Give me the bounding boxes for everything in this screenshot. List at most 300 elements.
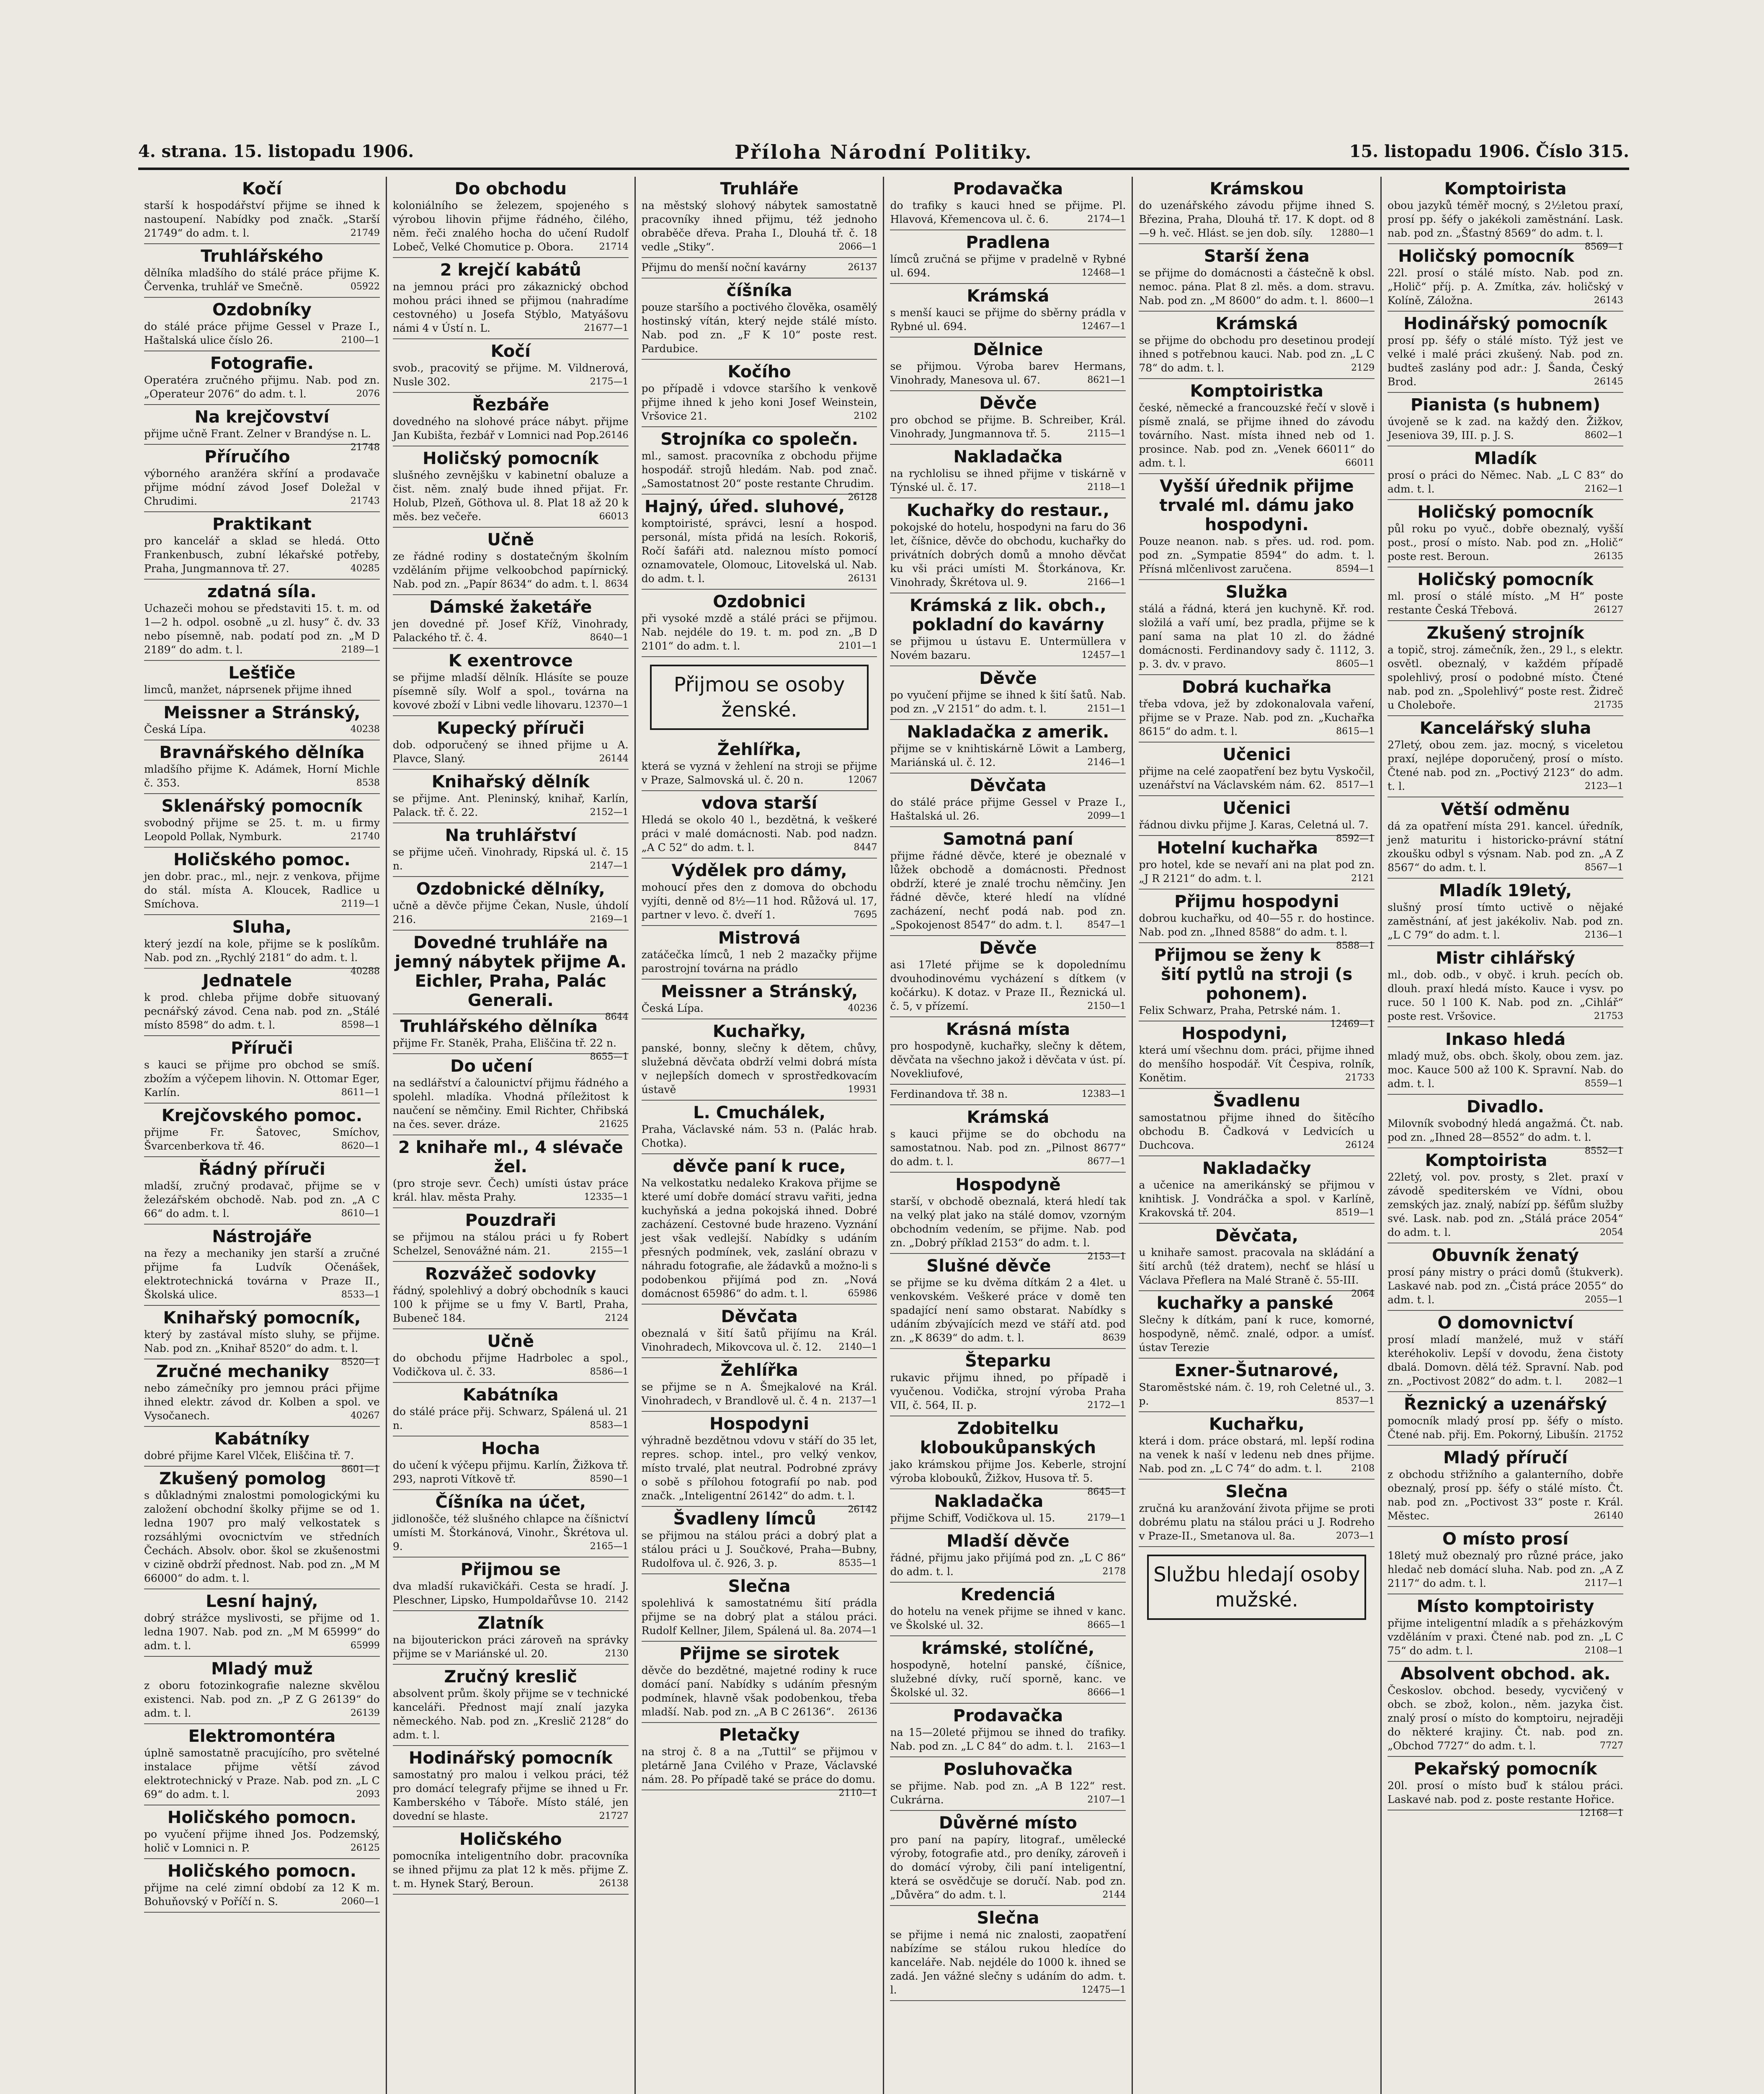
ad-code: 26127: [1594, 605, 1623, 615]
ad-title: Exner-Šutnarové,: [1174, 1361, 1339, 1380]
ad-title: Slečna: [728, 1577, 791, 1596]
classified-ad: [1387, 1311, 1623, 1392]
classified-ad: [1139, 244, 1375, 312]
ad-code: 2108: [1351, 1463, 1375, 1474]
ad-title: Děvče: [979, 939, 1037, 958]
ad-title: Číšníka na účet,: [435, 1493, 586, 1512]
classified-ad: [1139, 743, 1375, 796]
classified-ad: [890, 1254, 1126, 1349]
ad-code: 40236: [848, 1003, 877, 1013]
ad-text: [1387, 1684, 1623, 1753]
ad-body: samostatnou přijme ihned do šitěcího obchodu B. Čadková v Ledvicích u Duchcova.: [1139, 1111, 1375, 1151]
ad-code: 8677—1: [1087, 1156, 1126, 1167]
ad-body: dobré přijme Karel Vlček, Eliščina tř. 7.: [144, 1449, 354, 1462]
classified-ad: [144, 1589, 380, 1657]
ad-text: [1139, 697, 1375, 738]
ad-text: [890, 1087, 1126, 1101]
ad-text: [144, 990, 380, 1032]
ad-body: 27letý, obou zem. jaz. mocný, s viceletou praxí, nejlépe doporučený, prosí o místo. Čtené nab. pod zn. „Poctivý 2123“ do adm. t. l.: [1387, 739, 1623, 792]
classified-ad: [392, 1014, 629, 1062]
ad-code: 8666—1: [1087, 1687, 1126, 1698]
classified-ad: [642, 980, 877, 1019]
ad-text: [1139, 1501, 1375, 1543]
ad-body: úplně samostatně pracujícího, pro světelné instalace přijme větší závod elektrotechnický v Praze. Nab. pod zn. „L C 69“ do adm. t. l.: [144, 1747, 380, 1800]
ad-body: přijme na celé zaopatření bez bytu Vyskočil, uzenářství na Václavském nám. 62.: [1139, 765, 1375, 791]
ad-title: Sklenářský pomocník: [161, 797, 363, 816]
classified-ad: [144, 1805, 380, 1859]
ad-body: absolvent prům. školy přijme se v technické kanceláři. Přednost mají znalí jazyka německého. Nab. pod zn. „Kreslič 2128“ do adm. t. l.: [392, 1687, 629, 1741]
ad-body: asi 17leté přijme se k dopolednímu dvouhodinovému vycházení s dítkem (v kočárku). K dotaz. v Praze II., Řeznická ul. č. 5, v přízemí.: [890, 959, 1126, 1012]
ad-text: [890, 1511, 1126, 1525]
ad-code: 2066—1: [838, 242, 877, 252]
ad-body: přijme řádné děvče, které je obeznalé v lůžek obchodě a domácnosti. Přednost obdrží, které je znalé trochu němčiny. Jen řádné děvče, které hledí na vlídné zacházení, nechť podá nab. pod zn. „Spokojenost 8547“ do adm. t. l.: [890, 850, 1126, 931]
classified-ad: [144, 177, 380, 244]
ad-body: do uzenářského závodu přijme ihned S. Březina, Praha, Dlouhá tř. 17. K dopt. od 8—9 h. več. Hlást. se jen dob. síly.: [1139, 199, 1375, 239]
ad-title: Strojníka co společn.: [660, 430, 858, 449]
ad-text: [144, 762, 380, 790]
ad-title: krámské, stolíčné,: [921, 1639, 1095, 1658]
classified-ad: [890, 1811, 1126, 1906]
ad-body: Českoslov. obchod. besedy, vycvičený v obch. se zbož, kolon., něm. jazyka čist. znalý prosí o místo do komptoiru, nejraději do některé krajiny. Čt. nab. pod zn. „Obchod 7727“ do adm. t. l.: [1387, 1684, 1623, 1752]
ad-code: 2140—1: [838, 1342, 877, 1352]
ad-body: svob., pracovitý se přijme. M. Vildnerová, Nusle 302.: [392, 362, 629, 388]
ad-body: děvče do bezdětné, majetné rodiny k ruce domácí paní. Nabídky s udáním přesným podmínek, hlavně však podobenkou, třeba mladší. Nab. pod zn. „A B C 26136“.: [641, 1664, 877, 1718]
ad-code: 12457—1: [1081, 650, 1126, 660]
classified-ad: [393, 770, 629, 823]
ad-body: na jemnou práci pro zákaznický obchod mohou práci ihned se přijmou (nahradíme cestovného) u Josefa Stýblo, Matyášovu námi 4 v Ústí n. L.: [392, 281, 629, 334]
ad-code: 2102: [854, 411, 877, 421]
ad-body: koloniálního se železem, spojeného s výrobou lihovin přijme řádného, čilého, něm. řeči znalého hocha do učení Rudolf Lobeč, Velké Chomutice p. Obora.: [392, 199, 629, 253]
ad-title: Holičského pomocn.: [167, 1808, 356, 1827]
ad-code: 2178: [1102, 1566, 1126, 1577]
classified-ad: [890, 774, 1126, 827]
ad-text: [144, 266, 380, 294]
ad-text: [144, 722, 380, 736]
ad-text: [1387, 589, 1623, 617]
ad-code: 8552—1: [1584, 1146, 1623, 1156]
ad-text: [1139, 858, 1375, 885]
ad-text: [1387, 1170, 1623, 1239]
ad-text: [393, 1849, 629, 1890]
ad-text: [392, 1036, 629, 1062]
ad-text: [890, 1658, 1126, 1699]
classified-ad: [393, 1665, 629, 1746]
ad-body: řádný, spolehlivý a dobrý obchodník s kauci 100 k přijme se u fmy V. Bartl, Praha, Bubeneč 184.: [392, 1284, 629, 1324]
ad-body: dobrý strážce myslivosti, se přijme od 1. ledna 1907. Nab. pod zn. „M M 65999“ do adm. t. l.: [144, 1612, 380, 1652]
ad-code: 8621—1: [1087, 375, 1126, 385]
ad-title: zdatná síla.: [207, 582, 317, 601]
classified-ad: [1139, 1480, 1375, 1547]
ad-title: Holičský pomocník: [1417, 503, 1594, 522]
classified-ad: [393, 1262, 629, 1329]
ad-title: Holičský pomocník: [1398, 247, 1574, 266]
ad-code: 2163—1: [1087, 1741, 1126, 1751]
ad-column: [1382, 177, 1629, 2094]
ad-body: jen dovedné př. Josef Kříž, Vinohrady, Palackého tř. č. 4.: [392, 618, 629, 644]
ad-body: (pro stroje sevr. Čech) umísti ústav práce král. hlav. města Prahy.: [392, 1177, 629, 1203]
ad-text: [144, 816, 380, 843]
ad-code: 26138: [599, 1878, 629, 1889]
ad-code: 21740: [350, 831, 380, 842]
ad-code: 2162—1: [1584, 484, 1623, 494]
ad-code: 2073—1: [1336, 1531, 1375, 1541]
classified-ad: [642, 495, 877, 590]
classified-ad: [1139, 580, 1375, 675]
ad-body: a topič, stroj. zámečník, žen., 29 l., s elektr. osvětl. obeznalý, v každém případě spolehlivý, prosí o podobné místo. Čtené nab. pod zn. „Spolehlivý“ poste rest. Židreč u Choleboře.: [1387, 644, 1623, 711]
ad-title: Hotelní kuchařka: [1157, 838, 1318, 858]
ad-body: z obchodu střižního a galanterního, dobře obeznalý, prosí pp. šéfy o stálé místo. Čt. nab. pod zn. „Poctivost 33“ poste r. Král. Městec.: [1387, 1468, 1623, 1522]
ad-body: se přijme do obchodu pro desetinou prodejí ihned s potřebnou kauci. Nab. pod zn. „L C 78“ do adm. t. l.: [1139, 334, 1375, 374]
ad-body: přijme Schiff, Vodičkova ul. 15.: [890, 1512, 1055, 1524]
ad-code: 2175—1: [590, 377, 629, 387]
ad-title: Pianista (s hubnem): [1410, 395, 1601, 415]
ad-code: 05922: [350, 281, 380, 292]
ad-title: Přijmou se ženy k šití pytlů na stroji (s pohonem).: [1154, 946, 1353, 1003]
classified-ad: [890, 827, 1126, 936]
ad-text: [641, 1434, 877, 1515]
classified-ad: [1387, 244, 1623, 312]
ad-body: prosí pány mistry o práci domů (štukverk). Laskavé nab. pod zn. „Čistá práce 2055“ do adm. t. l.: [1387, 1266, 1623, 1306]
ad-code: 8519—1: [1336, 1207, 1375, 1218]
ad-text: [1387, 1049, 1623, 1091]
ad-title: Lešťiče: [228, 663, 296, 683]
ad-text: [144, 1381, 380, 1423]
ad-text: [144, 427, 380, 453]
ad-body: 22letý, vol. pov. prosty, s 2let. praxí v závodě spediterském ve Vídni, obou zemských jaz. znalý, nabízí pp. šéfům služby své. Lask. nab. pod zn. „Stálá práce 2054“ do adm. t. l.: [1387, 1171, 1623, 1238]
ad-title: Holičského pomocn.: [167, 1862, 356, 1881]
ad-text: [890, 688, 1126, 716]
section-title-women: Přijmou se osoby ženské.: [650, 665, 869, 730]
ad-body: na stroj č. 8 a na „Tuttil“ se přijmou v pletárně Jana Cvilého v Praze, Václavské nám. 28. Po případě také se práce do domu.: [641, 1746, 877, 1785]
ad-text: [642, 1380, 877, 1408]
classified-ad: [641, 1412, 877, 1515]
ad-text: [642, 260, 877, 274]
classified-ad: [144, 580, 380, 661]
classified-ad: [144, 244, 380, 298]
ad-text: [393, 468, 629, 524]
ad-text: [1387, 1265, 1623, 1307]
ad-text: [642, 199, 877, 254]
ad-title: Bravnářského dělníka: [159, 743, 365, 762]
classified-ad: [393, 1329, 629, 1383]
classified-ad: [144, 1427, 380, 1475]
classified-ad: [1387, 312, 1623, 393]
classified-ad: [641, 427, 877, 503]
ad-text: [393, 1351, 629, 1379]
ad-text: [1139, 764, 1375, 792]
ad-title: Dámské žaketáře: [429, 598, 592, 617]
classified-ad: [890, 936, 1126, 1017]
ad-code: 8620—1: [341, 1141, 380, 1151]
ad-code: 2172—1: [1087, 1400, 1126, 1411]
ad-text: [144, 1679, 380, 1720]
ad-text: [1139, 1434, 1375, 1475]
ad-text: [393, 792, 629, 819]
ad-code: 21735: [1594, 700, 1623, 710]
ad-code: 21743: [350, 496, 380, 506]
classified-ad: [144, 405, 380, 453]
ad-text: [1387, 1333, 1623, 1388]
publication-title: Příloha Národní Politiky.: [735, 141, 1033, 163]
ad-code: 2074—1: [838, 1625, 877, 1636]
ad-text: [1387, 1117, 1623, 1156]
ad-code: 2166—1: [1087, 577, 1126, 588]
ad-body: zručná ku aranžování života přijme se proti dobrému platu na stálou práci u J. Rodreho v Praze-II., Smetanova ul. 8a.: [1139, 1502, 1375, 1542]
ad-title: Větší odměnu: [1441, 800, 1570, 819]
ad-code: 2152—1: [590, 807, 629, 817]
newspaper-page: [138, 138, 1629, 2094]
ad-body: komptoiristé, správci, lesní a hospod. personál, místa přidá na lesích. Rokoriš, Ročí šafáři atd. naleznou místo pomocí oznamovatele, Olomouc, Litovelská ul. Nab. do adm. t. l.: [641, 517, 877, 585]
ad-text: [890, 1928, 1126, 1997]
ad-title: Zdobitelku kloboukůpanských: [920, 1419, 1096, 1457]
ad-title: Kočího: [727, 362, 791, 382]
ad-body: a učenice na amerikánský se přijmou v knihtisk. J. Vondráčka a spol. v Karlíně, Krakovská tř. 204.: [1139, 1179, 1375, 1219]
ad-code: 8645—1: [1087, 1487, 1126, 1497]
classified-ad: [393, 1746, 629, 1827]
ad-code: 26144: [599, 753, 629, 764]
ad-code: 2107—1: [1087, 1795, 1126, 1805]
classified-ad: [890, 1704, 1126, 1757]
ad-code: 2153—1: [1087, 1251, 1126, 1262]
classified-ad: [393, 446, 629, 528]
ad-title: Zručný kreslič: [444, 1667, 578, 1687]
classified-ad: [144, 915, 380, 977]
classified-ad: [393, 1827, 629, 1895]
ad-body: Česká Lípa.: [144, 723, 206, 735]
classified-ad: [393, 177, 629, 258]
classified-ad: [1139, 312, 1375, 379]
ad-body: Slečny k dítkám, paní k ruce, komorné, hospodyně, němč. znalé, odpor. a umísť. ústav Terezie: [1139, 1314, 1375, 1354]
ad-title: Kuchařky,: [712, 1022, 806, 1041]
classified-ad: [393, 528, 629, 595]
classified-ad: [144, 740, 380, 794]
ad-text: [1387, 1616, 1623, 1658]
ad-code: 2165—1: [590, 1541, 629, 1552]
ad-code: 26146: [599, 430, 629, 441]
ad-title: Řádný příruči: [199, 1160, 325, 1179]
page-header: [138, 138, 1629, 170]
ad-title: Zkušený pomolog: [159, 1469, 326, 1488]
ad-title: Slečna: [1225, 1482, 1288, 1501]
ad-body: se přijme se n A. Šmejkalové na Král. Vinohradech, v Brandlově ul. č. 4 n.: [641, 1381, 877, 1407]
ad-code: 21727: [599, 1811, 629, 1821]
ad-text: [393, 1579, 629, 1607]
ad-text: [393, 670, 629, 712]
ad-title: Přijmou se: [460, 1560, 561, 1579]
ad-text: [642, 1122, 877, 1150]
ad-title: Knihařský dělník: [431, 772, 590, 792]
classified-ad: [890, 1017, 1126, 1085]
ad-title: Truhláře: [720, 179, 799, 199]
ad-body: mladý muž, obs. obch. školy, obou zem. jaz. moc. Kauce 500 až 100 K. Spravní. Nab. do adm. t. l.: [1387, 1050, 1623, 1090]
ad-body: pomocník mladý prosí pp. šéfy o místo. Čtené nab. přij. Em. Pokorný, Libušín.: [1387, 1415, 1623, 1441]
ad-code: 8601—1: [341, 1464, 380, 1475]
ad-text: [393, 415, 629, 442]
ad-text: [393, 617, 629, 645]
ad-title: Meissner a Stránský,: [163, 703, 361, 722]
header-left: 4. strana. 15. listopadu 1906.: [138, 142, 414, 161]
ad-text: [890, 1371, 1126, 1412]
ad-text: [144, 1881, 380, 1908]
ad-text: [890, 306, 1126, 333]
ad-code: 2108—1: [1584, 1645, 1623, 1656]
classified-ad: [144, 1225, 380, 1306]
ad-code: 8569—1: [1584, 242, 1623, 252]
ad-title: Místo komptoiristy: [1416, 1597, 1594, 1616]
ad-body: límců zručná se přijme v pradelně v Rybné ul. 694.: [890, 253, 1126, 279]
classified-ad: [890, 666, 1126, 720]
ad-code: 12383—1: [1081, 1089, 1126, 1099]
ad-body: hospodyně, hotelní panské, číšnice, služebné dívky, ručí sporně, kanc. ve Školské ul. 32.: [890, 1659, 1126, 1699]
ad-title: Důvěrné místo: [939, 1813, 1077, 1833]
ad-title: Divadlo.: [1467, 1097, 1545, 1117]
ad-body: učně a děvče přijme Čekan, Nusle, úhdolí 216.: [392, 900, 629, 926]
ad-title: O místo prosí: [1442, 1529, 1569, 1549]
ad-body: mladší, zručný prodavač, přijme se v železářském obchodě. Nab. pod zn. „A C 66“ do adm. t. l.: [144, 1180, 380, 1220]
ad-body: do stálé práce přijme Gessel v Praze I., Haštalská ul. 26.: [890, 796, 1126, 822]
ad-code: 12475—1: [1081, 1985, 1126, 1995]
ad-body: 18letý muž obeznalý pro různé práce, jako hledač neb domácí sluha. Nab. pod zn. „A Z 2117“ do adm. t. l.: [1387, 1550, 1623, 1589]
classified-ad: [642, 360, 877, 427]
classified-ad: [393, 258, 629, 339]
classified-ad: [1387, 1095, 1623, 1156]
ad-body: po vyučení přijme se ihned k šití šatů. Nab. pod zn. „V 2151“ do adm. t. l.: [890, 689, 1126, 715]
classified-ad: [1139, 177, 1375, 244]
ad-title: kuchařky a panské: [1156, 1294, 1333, 1313]
classified-ad: [642, 177, 877, 258]
classified-ad: [890, 1583, 1126, 1636]
ad-text: [1387, 1549, 1623, 1590]
ad-body: slušného zevnějšku v kabinetní obaluze a čist. něm. znalý bude ihned přijat. Fr. Holub, Plzeň, Göthova ul. 8. Plat 18 až 20 k měs. bez večeře.: [392, 469, 629, 523]
ad-title: Truhlářského: [201, 247, 323, 266]
ad-text: [890, 520, 1126, 589]
ad-text: [393, 1076, 629, 1131]
ad-title: Holičský pomocník: [423, 449, 599, 468]
ad-title: Pletačky: [719, 1725, 800, 1745]
ad-code: 8615—1: [1336, 726, 1375, 737]
ad-body: pro hotel, kde se nevaří ani na plat pod zn. „J R 2121“ do adm. t. l.: [1139, 859, 1375, 885]
ad-title: Vyšší úřednik přijme trvalé ml. dámu jako hospodyni.: [1159, 477, 1354, 534]
ad-text: [144, 1125, 380, 1153]
ad-body: pro paní na papíry, litograf., umělecké výroby, fotografie atd., pro deníky, zároveň i do domácí výroby, čili paní inteligentní, která se osvědčuje se doručí. Nab. pod zn. „Důvěra“ do adm. t. l.: [890, 1834, 1126, 1901]
ad-title: Řezbáře: [472, 395, 549, 415]
ad-code: 12469—1: [1330, 1019, 1375, 1029]
ad-text: [1139, 1313, 1375, 1354]
ad-code: 8586—1: [590, 1367, 629, 1377]
header-right: 15. listopadu 1906. Číslo 315.: [1349, 142, 1629, 161]
ad-code: 26145: [1594, 377, 1623, 387]
ad-title: Kuchařky do restaur.,: [906, 501, 1109, 520]
ad-title: Učenici: [1222, 799, 1291, 818]
ad-body: do trafiky s kauci hned se přijme. Pl. Hlavová, Křemencova ul. č. 6.: [890, 199, 1126, 225]
ad-title: Meissner a Stránský,: [661, 982, 858, 1001]
ad-body: spolehlivá k samostatnému šití prádla přijme se na dobrý plat a stálou práci. Rudolf Kellner, Jilem, Spálená ul. 8a.: [641, 1597, 877, 1637]
ad-text: [890, 1551, 1126, 1578]
ad-body: s důkladnými znalostmi pomologickými ku založení obchodní školky přijme se od 1. ledna 1907 pro malý velkostatek s rozsáhlými ovocnictvím ve středních Čechách. Absolv. obor. škol se zkušenostmi v cizině obdrží přednost. Nab. pod zn. „M M 66000“ do adm. t. l.: [144, 1489, 380, 1584]
ad-code: 40285: [350, 563, 380, 574]
ad-body: starší k hospodářství přijme se ihned k nastoupení. Nabídky pod značk. „Starší 21749“ do adm. t. l.: [144, 199, 380, 239]
classified-ad: [1387, 500, 1623, 567]
ad-text: [393, 738, 629, 766]
ad-body: panské, bonny, slečny k dětem, chůvy, služebná děvčata obdrží velmi dobrá místa v nejlepších domech v sprostředkovacím ústavě: [641, 1042, 877, 1096]
ad-title: Mladší děvče: [946, 1532, 1070, 1551]
ad-body: se přijmou na stálou práci u fy Robert Schelzel, Senovážné nám. 21.: [392, 1231, 629, 1257]
classified-ad: [393, 823, 629, 877]
classified-ad: [890, 1529, 1126, 1583]
ad-text: [890, 1194, 1126, 1262]
ad-title: Praktikant: [212, 515, 312, 534]
ad-body: do hotelu na venek přijme se ihned v kanc. ve Školské ul. 32.: [890, 1605, 1126, 1631]
ad-text: [393, 1512, 629, 1553]
ad-code: 8610—1: [341, 1208, 380, 1219]
ad-title: Posluhovačka: [943, 1760, 1073, 1779]
ad-title: Přijme se sirotek: [679, 1644, 839, 1663]
classified-ad: [890, 1636, 1126, 1704]
ad-title: Zkušený strojník: [1426, 624, 1584, 643]
ad-title: Pouzdraři: [465, 1211, 556, 1230]
ad-title: Přijmu hospodyni: [1174, 892, 1339, 911]
ad-title: Kočí: [490, 342, 531, 361]
ad-code: 26131: [848, 573, 877, 584]
classified-ad: [144, 1104, 380, 1157]
classified-ad: [393, 931, 629, 1022]
ad-body: se přijme do domácnosti a částečně k obsl. nemoc. pána. Plat 8 zl. měs. a dom. stravu. Nab. pod zn. „M 8600“ do adm. t. l.: [1139, 267, 1375, 307]
classified-ad: [393, 1208, 629, 1262]
ad-text: [642, 516, 877, 585]
ad-code: 8567—1: [1584, 862, 1623, 873]
ad-title: Mladík: [1474, 449, 1537, 468]
classified-ad: [144, 1157, 380, 1225]
ad-body: se přijme učeň. Vinohrady, Ripská ul. č. 15 n.: [392, 846, 629, 872]
ad-code: 8517—1: [1336, 780, 1375, 790]
classified-ad: [890, 1757, 1126, 1811]
ad-title: Rozvážeč sodovky: [425, 1264, 596, 1284]
ad-title: Dobrá kuchařka: [1181, 678, 1332, 697]
ad-text: [393, 1633, 629, 1661]
ad-body: české, německé a francouzské řečí v slově i písmě znalá, se přijme ihned do závodu továrního. Nast. místa ihned neb od 1. prosince. Nab. pod zn. „Venek 66011“ do adm. t. l.: [1139, 402, 1375, 469]
ad-code: 26128: [848, 492, 877, 503]
ad-body: na městský slohový nábytek samostatně pracovníky ihned přijmu, též jednoho obraběče dřeva. Praha I., Dlouhá tř. č. 18 vedle „Stiky“.: [641, 199, 877, 253]
classified-ad: [144, 969, 380, 1036]
classified-ad: [890, 1173, 1126, 1262]
ad-title: Fotografie.: [210, 354, 314, 373]
ad-text: [642, 1326, 877, 1354]
ad-code: 2130: [605, 1648, 629, 1659]
ad-text: [642, 1596, 877, 1638]
ad-title: Příručího: [204, 447, 290, 467]
ad-text: [144, 1488, 380, 1585]
ad-text: [1139, 1043, 1375, 1085]
ad-code: 8598—1: [341, 1020, 380, 1030]
classified-ad: [144, 445, 380, 512]
ad-code: 8594—1: [1336, 564, 1375, 574]
classified-ad: [642, 590, 877, 657]
ad-text: [642, 300, 877, 356]
ad-title: Kuchařku,: [1209, 1415, 1305, 1434]
ad-title: Zlatník: [477, 1614, 544, 1633]
ad-code: 2169—1: [590, 914, 629, 925]
classified-ad: [1139, 1089, 1375, 1156]
ad-text: [1139, 199, 1375, 240]
classified-ad: [642, 1305, 877, 1358]
classified-ad: [144, 351, 380, 405]
ad-title: Obuvník ženatý: [1432, 1246, 1579, 1265]
ad-text: [1139, 1380, 1375, 1408]
ad-code: 8588—1: [1336, 941, 1375, 951]
classified-ad: [393, 877, 629, 931]
ad-text: [1387, 738, 1623, 793]
ad-text: [642, 1001, 877, 1015]
